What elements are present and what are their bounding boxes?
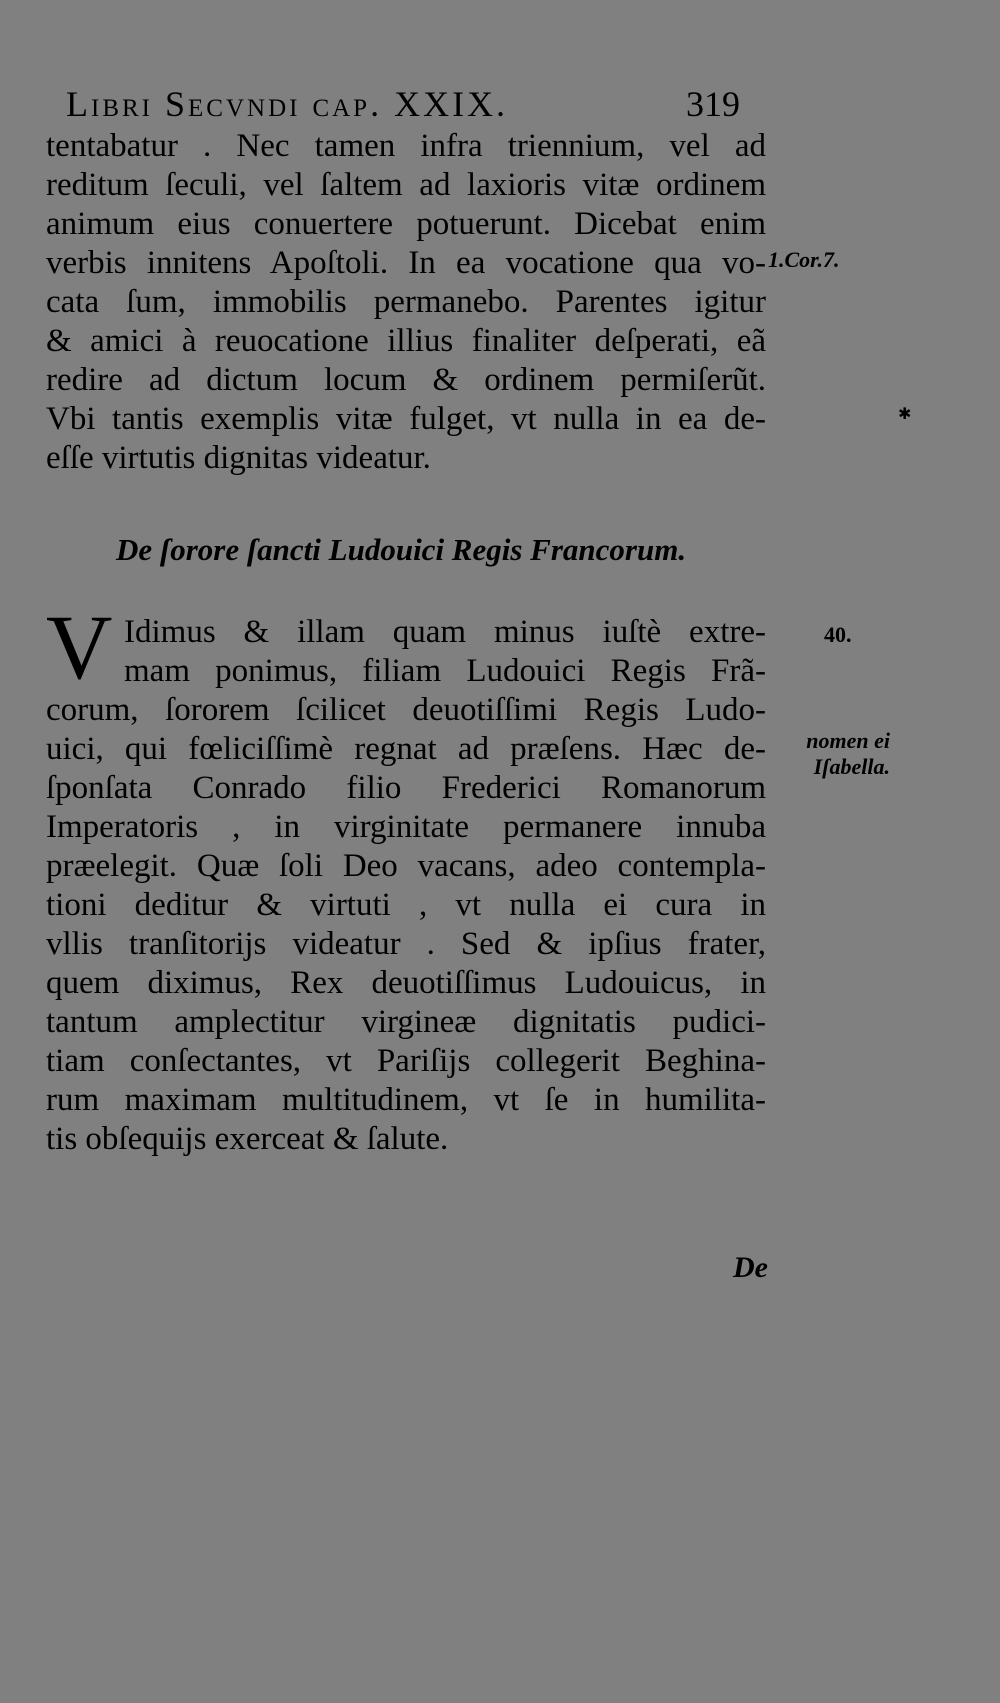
text-line: cata ſum, immobilis permanebo. Parentes igitur xyxy=(46,284,766,320)
text-line: tiam conſectantes, vt Pariſijs collegerit Beghina- xyxy=(46,1043,766,1079)
page-number: 319 xyxy=(686,84,740,124)
paragraph-2-dropcap-lines xyxy=(124,613,766,691)
margin-note-reference: 1.Cor.7. xyxy=(768,247,840,272)
text-line: corum, ſororem ſcilicet deuotiſſimi Regis Ludo- xyxy=(46,692,766,728)
text-line: quem diximus, Rex deuotiſſimus Ludouicus, in xyxy=(46,965,766,1001)
margin-note-line: nomen ei xyxy=(806,728,890,753)
paragraph-1 xyxy=(46,127,766,478)
text-line: tentabatur . Nec tamen infra triennium, vel ad xyxy=(46,128,766,164)
running-title: Libri Secvndi cap. XXIX. xyxy=(66,84,509,124)
text-line: animum eius conuertere potuerunt. Dicebat enim xyxy=(46,206,766,242)
text-line: præelegit. Quæ ſoli Deo vacans, adeo contempla- xyxy=(46,848,766,884)
text-line: verbis innitens Apoſtoli. In ea vocatione qua vo- xyxy=(46,245,766,281)
text-line: Imperatoris , in virginitate permanere innuba xyxy=(46,809,766,845)
text-line: tioni deditur & virtuti , vt nulla ei cura in xyxy=(46,887,766,923)
text-line: reditum ſeculi, vel ſaltem ad laxioris vitæ ordinem xyxy=(46,167,766,203)
paragraph-2 xyxy=(46,691,766,1159)
section-heading: De ſorore ſancti Ludouici Regis Francorum. xyxy=(116,532,687,567)
text-line: tantum amplectitur virgineæ dignitatis pudici- xyxy=(46,1004,766,1040)
text-line: & amici à reuocatione illius finaliter deſperati, eã xyxy=(46,323,766,359)
text-line: redire ad dictum locum & ordinem permiſerũt. xyxy=(46,362,766,398)
catchword: De xyxy=(733,1251,768,1284)
text-line: Vbi tantis exemplis vitæ fulget, vt nulla in ea de- xyxy=(46,401,766,437)
text-line: vllis tranſitorijs videatur . Sed & ipſius frater, xyxy=(46,926,766,962)
text-line: ſponſata Conrado filio Frederici Romanorum xyxy=(46,770,766,806)
margin-note-number: 40. xyxy=(824,622,852,647)
text-line: tis obſequijs exerceat & ſalute. xyxy=(46,1121,449,1157)
text-line: eſſe virtutis dignitas videatur. xyxy=(46,440,431,476)
text-line: Idimus & illam quam minus iuſtè extre- xyxy=(124,614,766,650)
ornament-mark: ✱ xyxy=(898,406,912,423)
drop-cap: V xyxy=(46,596,113,698)
running-header xyxy=(66,83,766,125)
margin-note-name xyxy=(770,728,890,780)
text-line: mam ponimus, filiam Ludouici Regis Frã- xyxy=(124,653,766,689)
text-line: uici, qui fœliciſſimè regnat ad præſens. Hæc de- xyxy=(46,731,766,767)
margin-note-line: Iſabella. xyxy=(813,754,890,779)
text-line: rum maximam multitudinem, vt ſe in humilita- xyxy=(46,1082,766,1118)
